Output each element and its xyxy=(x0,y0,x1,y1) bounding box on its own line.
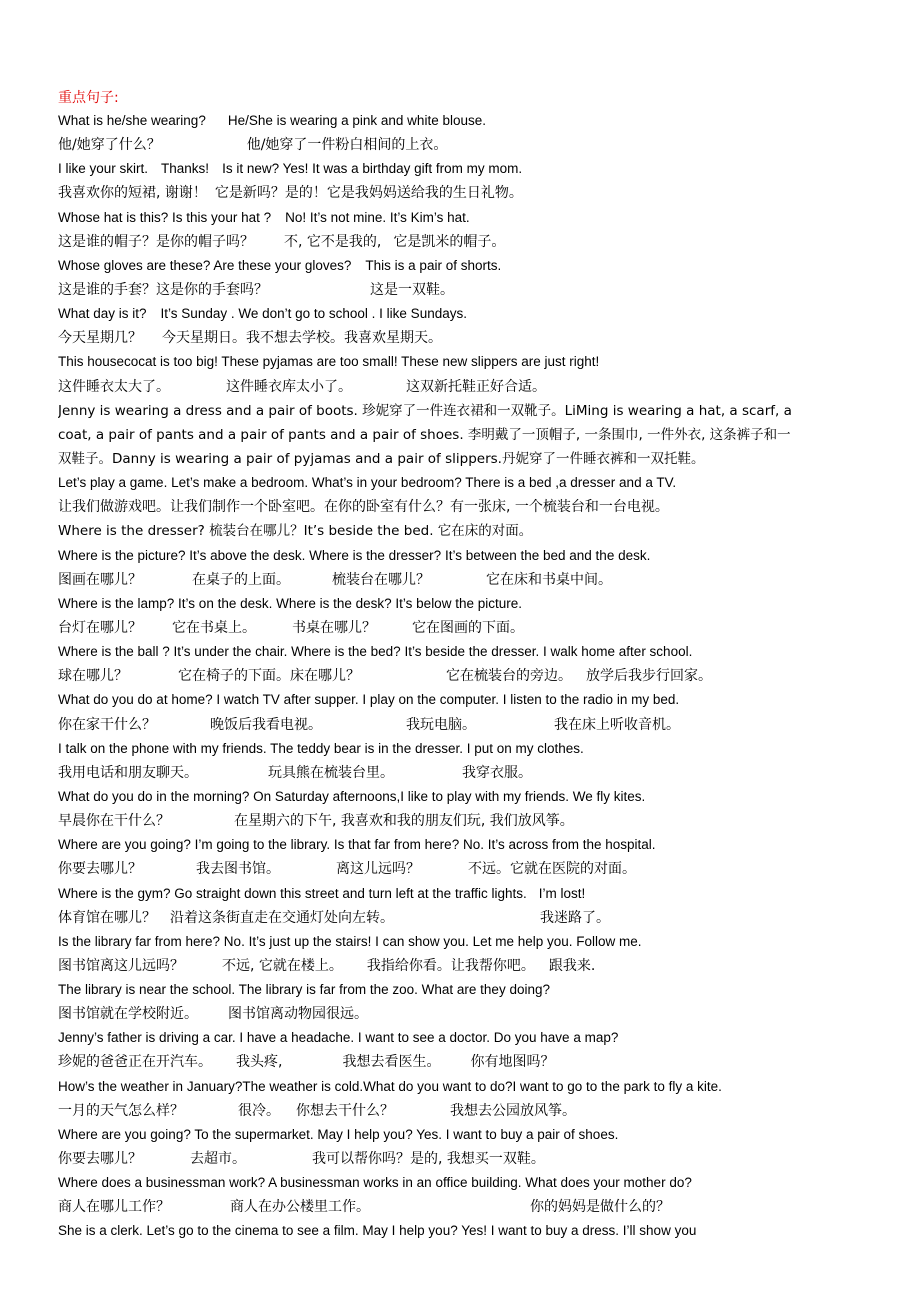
sentence-segment: 一月的天气怎么样？ xyxy=(58,1102,184,1119)
sentence-segment: Where does a businessman work? A businessman works in an office building. What does your mother do? xyxy=(58,1175,692,1191)
sentence-segment: 它在梳装台的旁边。 xyxy=(446,668,572,685)
chinese-sentence-line xyxy=(58,809,866,833)
sentence-segment: 离这儿远吗？ xyxy=(336,861,420,878)
sentence-segment: 你要去哪儿？ xyxy=(58,1151,142,1168)
chinese-sentence-line xyxy=(58,857,866,881)
sentence-segment: 让我们做游戏吧。让我们制作一个卧室吧。在你的卧室有什么？有一张床, 一个梳装台和一台电视。 xyxy=(58,499,669,516)
sentence-segment: 玩具熊在梳装台里。 xyxy=(268,764,394,781)
chinese-sentence-line xyxy=(58,1099,866,1123)
chinese-sentence-line xyxy=(58,495,866,519)
sentence-segment: 图画在哪儿？ xyxy=(58,571,142,588)
sentence-segment: 珍妮的爸爸正在开汽车。 xyxy=(58,1054,212,1071)
sentence-segment: 你的妈妈是做什么的？ xyxy=(530,1199,670,1216)
chinese-sentence-line xyxy=(58,954,866,978)
english-sentence-line xyxy=(58,930,866,954)
chinese-sentence-line xyxy=(58,1147,866,1171)
sentence-segment: 商人在哪儿工作？ xyxy=(58,1199,170,1216)
sentence-segment: 不远, 它就在楼上。 xyxy=(222,957,343,974)
sentence-segment: 图书馆离动物园很远。 xyxy=(228,1006,368,1023)
sentence-segment: 今天星期几？ xyxy=(58,330,142,347)
chinese-sentence-line xyxy=(58,278,866,302)
sentence-segment: 你想去干什么？ xyxy=(296,1102,394,1119)
english-sentence-line xyxy=(58,833,866,857)
mixed-sentence-line xyxy=(58,399,866,423)
chinese-sentence-line xyxy=(58,1002,866,1026)
english-sentence-line xyxy=(58,737,866,761)
sentence-segment: 我穿衣服。 xyxy=(462,764,532,781)
sentence-segment: What do you do at home? I watch TV after supper. I play on the computer. I listen to the radio in my bed. xyxy=(58,692,680,708)
english-sentence-line xyxy=(58,302,866,326)
sentence-segment: 图书馆离这儿远吗？ xyxy=(58,957,184,974)
sentence-segment: This is a pair of shorts. xyxy=(365,257,502,273)
chinese-sentence-line xyxy=(58,664,866,688)
sentence-segment: Thanks! xyxy=(161,161,210,177)
sentence-segment: 它是新吗？是的！它是我妈妈送给我的生日礼物。 xyxy=(214,185,523,202)
chinese-sentence-line xyxy=(58,906,866,930)
section-heading: 重点句子: xyxy=(58,90,119,106)
english-sentence-line xyxy=(58,1219,866,1243)
mixed-sentence-line xyxy=(58,447,866,471)
english-sentence-line xyxy=(58,109,866,133)
sentence-segment: 跟我来. xyxy=(548,957,596,974)
sentence-segment: Where is the dresser? 梳装台在哪儿？It’s beside the bed. 它在床的对面。 xyxy=(58,523,533,540)
sentence-segment: 我头疼, xyxy=(236,1054,283,1071)
sentence-segment: 它在椅子的下面。床在哪儿？ xyxy=(178,668,360,685)
english-sentence-line xyxy=(58,1123,866,1147)
sentence-segment: 我想去公园放风筝。 xyxy=(450,1102,576,1119)
english-sentence-line xyxy=(58,688,866,712)
sentence-segment: 商人在办公楼里工作。 xyxy=(230,1199,370,1216)
chinese-sentence-line xyxy=(58,616,866,640)
sentence-segment: How’s the weather in January?The weather is cold.What do you want to do?I want to go to the park to fly a kite. xyxy=(58,1078,722,1094)
sentence-segment: Where is the gym? Go straight down this street and turn left at the traffic lights. xyxy=(58,885,527,901)
mixed-sentence-line xyxy=(58,423,866,447)
chinese-sentence-line xyxy=(58,375,866,399)
sentence-segment: 我可以帮你吗？是的, 我想买一双鞋。 xyxy=(312,1151,545,1168)
sentence-segment: What is he/she wearing? xyxy=(58,113,206,128)
english-sentence-line xyxy=(58,157,866,181)
sentence-segment: 它是凯米的帽子。 xyxy=(393,233,506,250)
chinese-sentence-line xyxy=(58,713,866,737)
sentence-segment: He/She is wearing a pink and white blouse. xyxy=(227,113,486,128)
sentence-segment: Jenny’s father is driving a car. I have a headache. I want to see a doctor. Do you have a map? xyxy=(58,1030,619,1046)
sentence-segment: Where is the picture? It’s above the desk. Where is the dresser? It’s between the bed and the desk. xyxy=(58,547,651,563)
sentence-segment: Where are you going? To the supermarket. May I help you? Yes. I want to buy a pair of shoes. xyxy=(58,1126,619,1142)
sentence-segment: 它在书桌上。 xyxy=(172,619,256,636)
sentence-segment: 双鞋子。Danny is wearing a pair of pyjamas and a pair of slippers.丹妮穿了一件睡衣裤和一双托鞋。 xyxy=(58,450,705,467)
sentence-segment: She is a clerk. Let’s go to the cinema to see a film. May I help you? Yes! I want to buy a dress. I’ll show you xyxy=(58,1223,697,1239)
sentence-segment: I’m lost! xyxy=(538,885,586,901)
sentence-segment: 你要去哪儿？ xyxy=(58,861,142,878)
chinese-sentence-line xyxy=(58,230,866,254)
sentence-segment: 今天星期日。我不想去学校。我喜欢星期天。 xyxy=(162,330,442,347)
english-sentence-line xyxy=(58,1026,866,1050)
english-sentence-line xyxy=(58,1171,866,1195)
sentence-segment: The library is near the school. The library is far from the zoo. What are they doing? xyxy=(58,982,550,998)
sentence-segment: 不远。它就在医院的对面。 xyxy=(468,861,636,878)
sentence-list xyxy=(58,109,866,1244)
sentence-segment: 这是谁的手套？这是你的手套吗？ xyxy=(58,281,268,298)
sentence-segment: It’s Sunday . We don’t go to school . I like Sundays. xyxy=(160,306,467,322)
sentence-segment: 这双新托鞋正好合适。 xyxy=(406,378,546,395)
english-sentence-line xyxy=(58,544,866,568)
sentence-segment: 球在哪儿？ xyxy=(58,668,128,685)
sentence-segment: 我在床上听收音机。 xyxy=(554,716,680,733)
sentence-segment: 图书馆就在学校附近。 xyxy=(58,1006,198,1023)
sentence-segment: Whose hat is this? Is this your hat ? xyxy=(58,209,272,225)
english-sentence-line xyxy=(58,785,866,809)
sentence-segment: 书桌在哪儿？ xyxy=(292,619,376,636)
sentence-segment: 它在床和书桌中间。 xyxy=(486,571,612,588)
sentence-segment: 在星期六的下午, 我喜欢和我的朋友们玩, 我们放风筝。 xyxy=(234,813,574,830)
english-sentence-line xyxy=(58,206,866,230)
sentence-segment: 这件睡衣太大了。 xyxy=(58,378,170,395)
sentence-segment: 这件睡衣库太小了。 xyxy=(226,378,352,395)
chinese-sentence-line xyxy=(58,133,866,157)
sentence-segment: I talk on the phone with my friends. The teddy bear is in the dresser. I put on my clothes. xyxy=(58,740,584,756)
sentence-segment: coat, a pair of pants and a pair of pants and a pair of shoes. 李明戴了一顶帽子, 一条围巾, 一件外衣, 这条裤子和一 xyxy=(58,426,791,443)
sentence-segment: 在桌子的上面。 xyxy=(192,571,290,588)
chinese-sentence-line xyxy=(58,326,866,350)
sentence-segment: 台灯在哪儿？ xyxy=(58,619,142,636)
sentence-segment: What do you do in the morning? On Saturday afternoons,I like to play with my friends. We fly kites. xyxy=(58,788,646,804)
sentence-segment: Where are you going? I’m going to the library. Is that far from here? No. It’s across from the hospital. xyxy=(58,837,656,853)
sentence-segment: Jenny is wearing a dress and a pair of boots. 珍妮穿了一件连衣裙和一双靴子。LiMing is wearing a hat, a scarf, a xyxy=(58,402,792,419)
sentence-segment: 晚饭后我看电视。 xyxy=(210,716,322,733)
sentence-segment: 我迷路了。 xyxy=(540,909,610,926)
sentence-segment: What day is it? xyxy=(58,306,147,322)
sentence-segment: 梳装台在哪儿？ xyxy=(332,571,430,588)
sentence-segment: 放学后我步行回家。 xyxy=(586,668,712,685)
sentence-segment: 他/她穿了什么？ xyxy=(58,137,161,154)
sentence-segment: 你有地图吗？ xyxy=(470,1054,555,1071)
sentence-segment: No! It’s not mine. It’s Kim’s hat. xyxy=(285,209,470,225)
sentence-segment: 我用电话和朋友聊天。 xyxy=(58,764,198,781)
sentence-segment: Let’s play a game. Let’s make a bedroom. What’s in your bedroom? There is a bed ,a dresser and a TV. xyxy=(58,475,677,491)
english-sentence-line xyxy=(58,882,866,906)
english-sentence-line xyxy=(58,640,866,664)
sentence-segment: 这是谁的帽子？是你的帽子吗？ xyxy=(58,233,254,250)
sentence-segment: 我去图书馆。 xyxy=(196,861,280,878)
sentence-segment: Whose gloves are these? Are these your gloves? xyxy=(58,257,352,273)
sentence-segment: 去超市。 xyxy=(190,1151,246,1168)
sentence-segment: 我想去看医生。 xyxy=(342,1054,441,1071)
english-sentence-line xyxy=(58,592,866,616)
chinese-sentence-line xyxy=(58,761,866,785)
english-sentence-line xyxy=(58,471,866,495)
sentence-segment: I like your skirt. xyxy=(58,161,149,177)
chinese-sentence-line xyxy=(58,1195,866,1219)
english-sentence-line xyxy=(58,1075,866,1099)
sentence-segment: 体育馆在哪儿？ xyxy=(58,909,156,926)
english-sentence-line xyxy=(58,350,866,374)
sentence-segment: 早晨你在干什么？ xyxy=(58,813,170,830)
sentence-segment: 沿着这条街直走在交通灯处向左转。 xyxy=(170,909,394,926)
sentence-segment: Where is the ball ? It’s under the chair. Where is the bed? It’s beside the dresser. I walk home after school. xyxy=(58,644,693,660)
sentence-segment: 很冷。 xyxy=(238,1102,280,1119)
english-sentence-line xyxy=(58,254,866,278)
english-sentence-line xyxy=(58,978,866,1002)
sentence-segment: 他/她穿了一件粉白相间的上衣。 xyxy=(246,137,448,154)
chinese-sentence-line xyxy=(58,1050,866,1074)
sentence-segment: 这是一双鞋。 xyxy=(370,281,454,298)
sentence-segment: 你在家干什么？ xyxy=(58,716,156,733)
chinese-sentence-line xyxy=(58,568,866,592)
sentence-segment: Is the library far from here? No. It’s just up the stairs! I can show you. Let me help you. Follow me. xyxy=(58,933,642,949)
sentence-segment: 它在图画的下面。 xyxy=(412,619,524,636)
chinese-sentence-line xyxy=(58,181,866,205)
mixed-sentence-line xyxy=(58,519,866,543)
sentence-segment: 我喜欢你的短裙, 谢谢！ xyxy=(58,185,207,202)
sentence-segment: 我指给你看。让我帮你吧。 xyxy=(366,957,535,974)
sentence-segment: Is it new? Yes! It was a birthday gift from my mom. xyxy=(222,161,523,177)
sentence-segment: This housecocat is too big! These pyjamas are too small! These new slippers are just right! xyxy=(58,354,600,370)
sentence-segment: 不, 它不是我的, xyxy=(284,233,382,250)
sentence-segment: 我玩电脑。 xyxy=(406,716,476,733)
sentence-segment: Where is the lamp? It’s on the desk. Where is the desk? It’s below the picture. xyxy=(58,595,522,611)
